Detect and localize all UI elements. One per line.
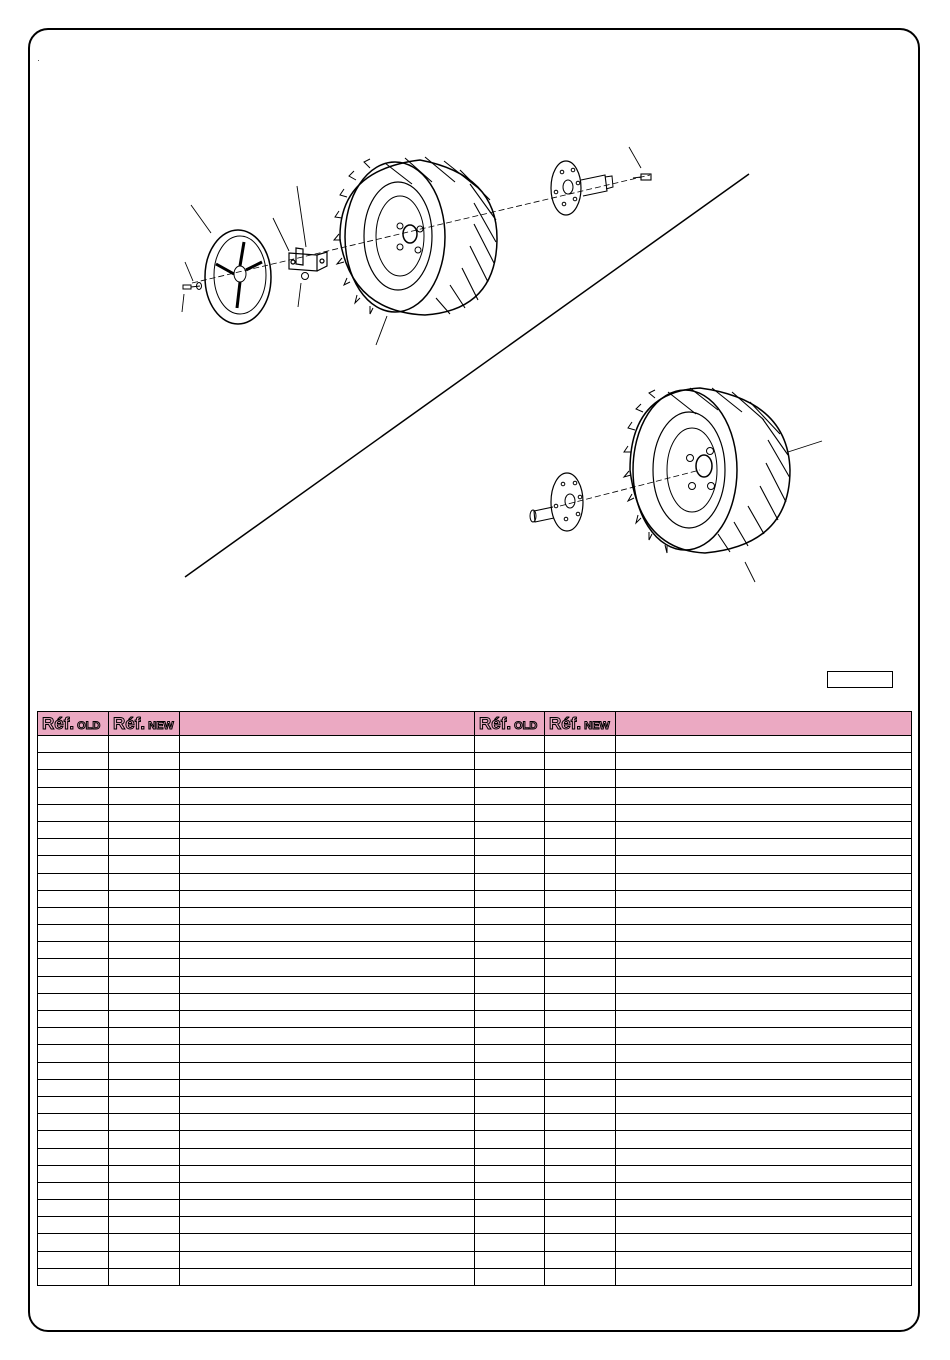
table-cell-ref-old-1 — [38, 821, 109, 838]
table-row — [38, 736, 912, 753]
table-cell-desc-1 — [180, 753, 475, 770]
table-cell-desc-1 — [180, 907, 475, 924]
table-cell-ref-new-1 — [109, 804, 180, 821]
table-cell-desc-2 — [616, 1234, 912, 1251]
table-cell-ref-new-1 — [109, 1079, 180, 1096]
nut-part — [302, 273, 309, 280]
table-cell-desc-2 — [616, 1268, 912, 1285]
table-cell-ref-new-1 — [109, 1182, 180, 1199]
table-cell-ref-old-2 — [475, 839, 545, 856]
table-cell-ref-old-1 — [38, 976, 109, 993]
table-cell-desc-2 — [616, 856, 912, 873]
table-cell-ref-old-2 — [475, 942, 545, 959]
table-cell-ref-old-1 — [38, 1131, 109, 1148]
table-cell-ref-new-2 — [545, 1165, 616, 1182]
table-cell-ref-new-2 — [545, 907, 616, 924]
table-cell-desc-2 — [616, 736, 912, 753]
table-cell-ref-new-1 — [109, 736, 180, 753]
table-cell-ref-old-1 — [38, 890, 109, 907]
table-cell-ref-old-2 — [475, 1182, 545, 1199]
table-cell-ref-new-1 — [109, 1200, 180, 1217]
table-row — [38, 1182, 912, 1199]
table-row — [38, 959, 912, 976]
table-cell-ref-new-1 — [109, 1011, 180, 1028]
table-cell-ref-new-1 — [109, 1251, 180, 1268]
table-cell-desc-2 — [616, 839, 912, 856]
table-cell-ref-new-2 — [545, 1079, 616, 1096]
table-cell-ref-old-2 — [475, 1165, 545, 1182]
table-cell-desc-2 — [616, 1114, 912, 1131]
table-cell-desc-1 — [180, 1217, 475, 1234]
table-cell-desc-2 — [616, 907, 912, 924]
table-cell-ref-old-1 — [38, 942, 109, 959]
assembled-tire — [624, 388, 790, 553]
table-cell-desc-2 — [616, 993, 912, 1010]
hub-shaft-part — [551, 161, 613, 215]
table-cell-ref-new-1 — [109, 959, 180, 976]
table-cell-ref-old-2 — [475, 1079, 545, 1096]
table-cell-ref-old-2 — [475, 890, 545, 907]
table-cell-desc-2 — [616, 976, 912, 993]
table-cell-ref-old-1 — [38, 993, 109, 1010]
table-cell-ref-new-2 — [545, 1200, 616, 1217]
table-cell-ref-new-2 — [545, 959, 616, 976]
exploded-assembly — [182, 147, 651, 345]
table-cell-ref-old-2 — [475, 976, 545, 993]
table-cell-ref-new-2 — [545, 1148, 616, 1165]
table-cell-desc-2 — [616, 1062, 912, 1079]
table-cell-desc-1 — [180, 1251, 475, 1268]
table-cell-ref-old-1 — [38, 1234, 109, 1251]
table-cell-ref-old-2 — [475, 1251, 545, 1268]
table-cell-ref-old-2 — [475, 1217, 545, 1234]
table-cell-desc-2 — [616, 821, 912, 838]
table-cell-ref-old-2 — [475, 1268, 545, 1285]
table-cell-ref-old-1 — [38, 804, 109, 821]
table-cell-desc-1 — [180, 1062, 475, 1079]
table-row — [38, 873, 912, 890]
table-cell-ref-new-2 — [545, 753, 616, 770]
table-cell-desc-1 — [180, 1165, 475, 1182]
table-cell-ref-new-2 — [545, 1096, 616, 1113]
table-cell-ref-new-1 — [109, 1217, 180, 1234]
table-row — [38, 770, 912, 787]
table-cell-ref-new-2 — [545, 1268, 616, 1285]
header-description-left — [180, 712, 475, 736]
table-cell-desc-2 — [616, 770, 912, 787]
table-cell-ref-new-2 — [545, 787, 616, 804]
table-cell-desc-2 — [616, 1131, 912, 1148]
table-cell-ref-old-2 — [475, 1045, 545, 1062]
table-cell-ref-new-1 — [109, 942, 180, 959]
reference-code-box — [827, 671, 893, 688]
table-cell-ref-new-2 — [545, 976, 616, 993]
table-cell-ref-new-2 — [545, 1114, 616, 1131]
table-cell-ref-old-1 — [38, 787, 109, 804]
table-cell-ref-new-1 — [109, 873, 180, 890]
table-cell-ref-new-1 — [109, 1114, 180, 1131]
table-cell-ref-old-1 — [38, 925, 109, 942]
table-cell-ref-old-1 — [38, 873, 109, 890]
table-cell-ref-old-1 — [38, 1148, 109, 1165]
header-ref-new-right: Réf. NEW — [545, 712, 616, 736]
table-cell-ref-new-2 — [545, 1045, 616, 1062]
table-cell-ref-new-2 — [545, 942, 616, 959]
table-cell-desc-1 — [180, 787, 475, 804]
table-row — [38, 804, 912, 821]
table-cell-ref-new-1 — [109, 839, 180, 856]
table-body — [38, 736, 912, 1286]
table-cell-ref-old-1 — [38, 1165, 109, 1182]
table-cell-desc-2 — [616, 1182, 912, 1199]
table-cell-ref-new-1 — [109, 753, 180, 770]
table-cell-ref-old-1 — [38, 1096, 109, 1113]
table-cell-ref-new-2 — [545, 821, 616, 838]
table-cell-ref-new-1 — [109, 993, 180, 1010]
table-cell-desc-2 — [616, 1045, 912, 1062]
table-cell-ref-old-1 — [38, 1045, 109, 1062]
table-row — [38, 1200, 912, 1217]
table-cell-desc-1 — [180, 804, 475, 821]
table-cell-ref-new-1 — [109, 1028, 180, 1045]
table-cell-ref-new-2 — [545, 1131, 616, 1148]
table-cell-ref-old-1 — [38, 1217, 109, 1234]
table-cell-desc-1 — [180, 1182, 475, 1199]
header-ref-old-left: Réf. OLD — [38, 712, 109, 736]
table-cell-desc-1 — [180, 942, 475, 959]
table-cell-desc-2 — [616, 942, 912, 959]
table-cell-ref-new-2 — [545, 1062, 616, 1079]
table-cell-ref-new-2 — [545, 925, 616, 942]
table-cell-desc-1 — [180, 873, 475, 890]
table-cell-desc-1 — [180, 736, 475, 753]
table-row — [38, 976, 912, 993]
table-cell-desc-2 — [616, 873, 912, 890]
table-cell-desc-2 — [616, 787, 912, 804]
table-cell-ref-new-2 — [545, 1028, 616, 1045]
table-cell-desc-1 — [180, 1079, 475, 1096]
table-cell-ref-old-2 — [475, 1011, 545, 1028]
table-cell-ref-new-1 — [109, 925, 180, 942]
header-ref-new-left: Réf. NEW — [109, 712, 180, 736]
table-cell-desc-1 — [180, 1268, 475, 1285]
table-row — [38, 1131, 912, 1148]
table-cell-ref-old-2 — [475, 959, 545, 976]
table-cell-ref-new-1 — [109, 1234, 180, 1251]
table-cell-desc-1 — [180, 1045, 475, 1062]
table-cell-desc-1 — [180, 976, 475, 993]
assembled-leader-lines — [745, 441, 822, 582]
table-cell-desc-2 — [616, 1200, 912, 1217]
table-cell-desc-1 — [180, 1200, 475, 1217]
table-cell-ref-old-2 — [475, 1148, 545, 1165]
table-cell-ref-old-2 — [475, 1028, 545, 1045]
table-cell-desc-1 — [180, 856, 475, 873]
parts-list-table — [37, 711, 912, 1286]
table-cell-desc-1 — [180, 959, 475, 976]
table-cell-ref-old-2 — [475, 804, 545, 821]
table-cell-ref-new-1 — [109, 1165, 180, 1182]
table-cell-ref-new-2 — [545, 1011, 616, 1028]
table-cell-ref-old-2 — [475, 1062, 545, 1079]
table-cell-ref-new-2 — [545, 804, 616, 821]
table-row — [38, 890, 912, 907]
table-cell-desc-2 — [616, 1096, 912, 1113]
table-cell-desc-2 — [616, 1028, 912, 1045]
table-cell-ref-new-1 — [109, 890, 180, 907]
table-row — [38, 856, 912, 873]
header-description-right — [616, 712, 912, 736]
table-cell-desc-2 — [616, 1217, 912, 1234]
table-cell-ref-old-2 — [475, 787, 545, 804]
hubcap-part — [205, 230, 271, 324]
table-cell-ref-old-2 — [475, 993, 545, 1010]
table-cell-ref-new-2 — [545, 770, 616, 787]
table-cell-ref-new-1 — [109, 1131, 180, 1148]
table-cell-ref-old-1 — [38, 1268, 109, 1285]
table-cell-ref-new-1 — [109, 821, 180, 838]
table-cell-desc-2 — [616, 1165, 912, 1182]
table-cell-desc-1 — [180, 1028, 475, 1045]
table-row — [38, 1268, 912, 1285]
table-cell-desc-2 — [616, 1011, 912, 1028]
table-cell-desc-1 — [180, 839, 475, 856]
table-cell-ref-new-1 — [109, 907, 180, 924]
table-row — [38, 839, 912, 856]
table-cell-desc-1 — [180, 1114, 475, 1131]
table-cell-ref-new-2 — [545, 839, 616, 856]
table-cell-ref-old-2 — [475, 873, 545, 890]
table-row — [38, 1079, 912, 1096]
table-row — [38, 1148, 912, 1165]
table-row — [38, 1028, 912, 1045]
table-row — [38, 753, 912, 770]
table-cell-ref-old-2 — [475, 1200, 545, 1217]
table-cell-desc-1 — [180, 1011, 475, 1028]
table-cell-ref-new-1 — [109, 1148, 180, 1165]
table-cell-ref-old-1 — [38, 959, 109, 976]
diagonal-separator-line — [185, 174, 749, 577]
table-cell-ref-old-1 — [38, 753, 109, 770]
table-row — [38, 1045, 912, 1062]
table-cell-ref-new-1 — [109, 1062, 180, 1079]
table-cell-desc-1 — [180, 1131, 475, 1148]
table-row — [38, 942, 912, 959]
table-cell-ref-new-1 — [109, 1045, 180, 1062]
table-cell-desc-2 — [616, 925, 912, 942]
table-row — [38, 1114, 912, 1131]
table-cell-ref-new-2 — [545, 873, 616, 890]
table-row — [38, 1234, 912, 1251]
table-cell-ref-new-1 — [109, 976, 180, 993]
table-cell-ref-new-2 — [545, 1251, 616, 1268]
table-row — [38, 1217, 912, 1234]
assembled-wheel — [530, 388, 822, 582]
table-cell-ref-new-1 — [109, 1096, 180, 1113]
table-cell-ref-old-2 — [475, 753, 545, 770]
table-cell-ref-new-2 — [545, 1217, 616, 1234]
table-cell-desc-1 — [180, 1096, 475, 1113]
table-cell-ref-old-2 — [475, 856, 545, 873]
table-row — [38, 925, 912, 942]
leader-lines — [182, 147, 641, 345]
table-cell-ref-old-1 — [38, 770, 109, 787]
table-cell-ref-new-2 — [545, 993, 616, 1010]
table-cell-ref-new-2 — [545, 1234, 616, 1251]
table-cell-ref-old-1 — [38, 1062, 109, 1079]
table-cell-desc-1 — [180, 1234, 475, 1251]
table-row — [38, 1251, 912, 1268]
table-cell-ref-new-2 — [545, 856, 616, 873]
table-row — [38, 1011, 912, 1028]
table-cell-ref-old-1 — [38, 1079, 109, 1096]
table-cell-ref-new-1 — [109, 787, 180, 804]
assembled-hub-flange — [530, 473, 583, 531]
header-ref-old-right: Réf. OLD — [475, 712, 545, 736]
table-cell-ref-new-1 — [109, 1268, 180, 1285]
table-row — [38, 787, 912, 804]
table-cell-ref-old-1 — [38, 1200, 109, 1217]
table-cell-desc-2 — [616, 959, 912, 976]
table-cell-desc-1 — [180, 821, 475, 838]
table-cell-ref-old-2 — [475, 925, 545, 942]
table-row — [38, 907, 912, 924]
table-cell-ref-new-1 — [109, 856, 180, 873]
table-cell-desc-1 — [180, 925, 475, 942]
table-cell-desc-2 — [616, 804, 912, 821]
table-cell-ref-old-2 — [475, 770, 545, 787]
table-cell-ref-old-1 — [38, 1028, 109, 1045]
table-row — [38, 1096, 912, 1113]
table-cell-ref-new-2 — [545, 736, 616, 753]
table-cell-ref-old-1 — [38, 1011, 109, 1028]
table-cell-ref-old-1 — [38, 1114, 109, 1131]
table-cell-ref-old-1 — [38, 907, 109, 924]
table-cell-ref-old-1 — [38, 1251, 109, 1268]
table-cell-desc-2 — [616, 1148, 912, 1165]
table-cell-ref-old-2 — [475, 1114, 545, 1131]
table-cell-desc-2 — [616, 1079, 912, 1096]
table-cell-ref-old-2 — [475, 1234, 545, 1251]
table-row — [38, 1165, 912, 1182]
table-cell-ref-new-2 — [545, 890, 616, 907]
table-cell-ref-old-2 — [475, 736, 545, 753]
table-row — [38, 1062, 912, 1079]
table-cell-ref-old-2 — [475, 821, 545, 838]
table-cell-ref-old-1 — [38, 839, 109, 856]
table-cell-ref-old-2 — [475, 1096, 545, 1113]
table-cell-desc-2 — [616, 753, 912, 770]
bracket-part — [289, 248, 327, 271]
table-cell-desc-1 — [180, 1148, 475, 1165]
table-cell-ref-old-1 — [38, 736, 109, 753]
table-cell-ref-old-1 — [38, 856, 109, 873]
table-cell-desc-1 — [180, 993, 475, 1010]
table-cell-ref-new-2 — [545, 1182, 616, 1199]
table-row — [38, 821, 912, 838]
table-cell-ref-old-2 — [475, 907, 545, 924]
table-cell-ref-old-2 — [475, 1131, 545, 1148]
table-cell-desc-1 — [180, 890, 475, 907]
table-cell-ref-new-1 — [109, 770, 180, 787]
tire-part — [334, 157, 497, 315]
table-header-row — [38, 712, 912, 736]
table-cell-desc-2 — [616, 890, 912, 907]
table-cell-ref-old-1 — [38, 1182, 109, 1199]
table-cell-desc-1 — [180, 770, 475, 787]
table-row — [38, 993, 912, 1010]
table-cell-desc-2 — [616, 1251, 912, 1268]
